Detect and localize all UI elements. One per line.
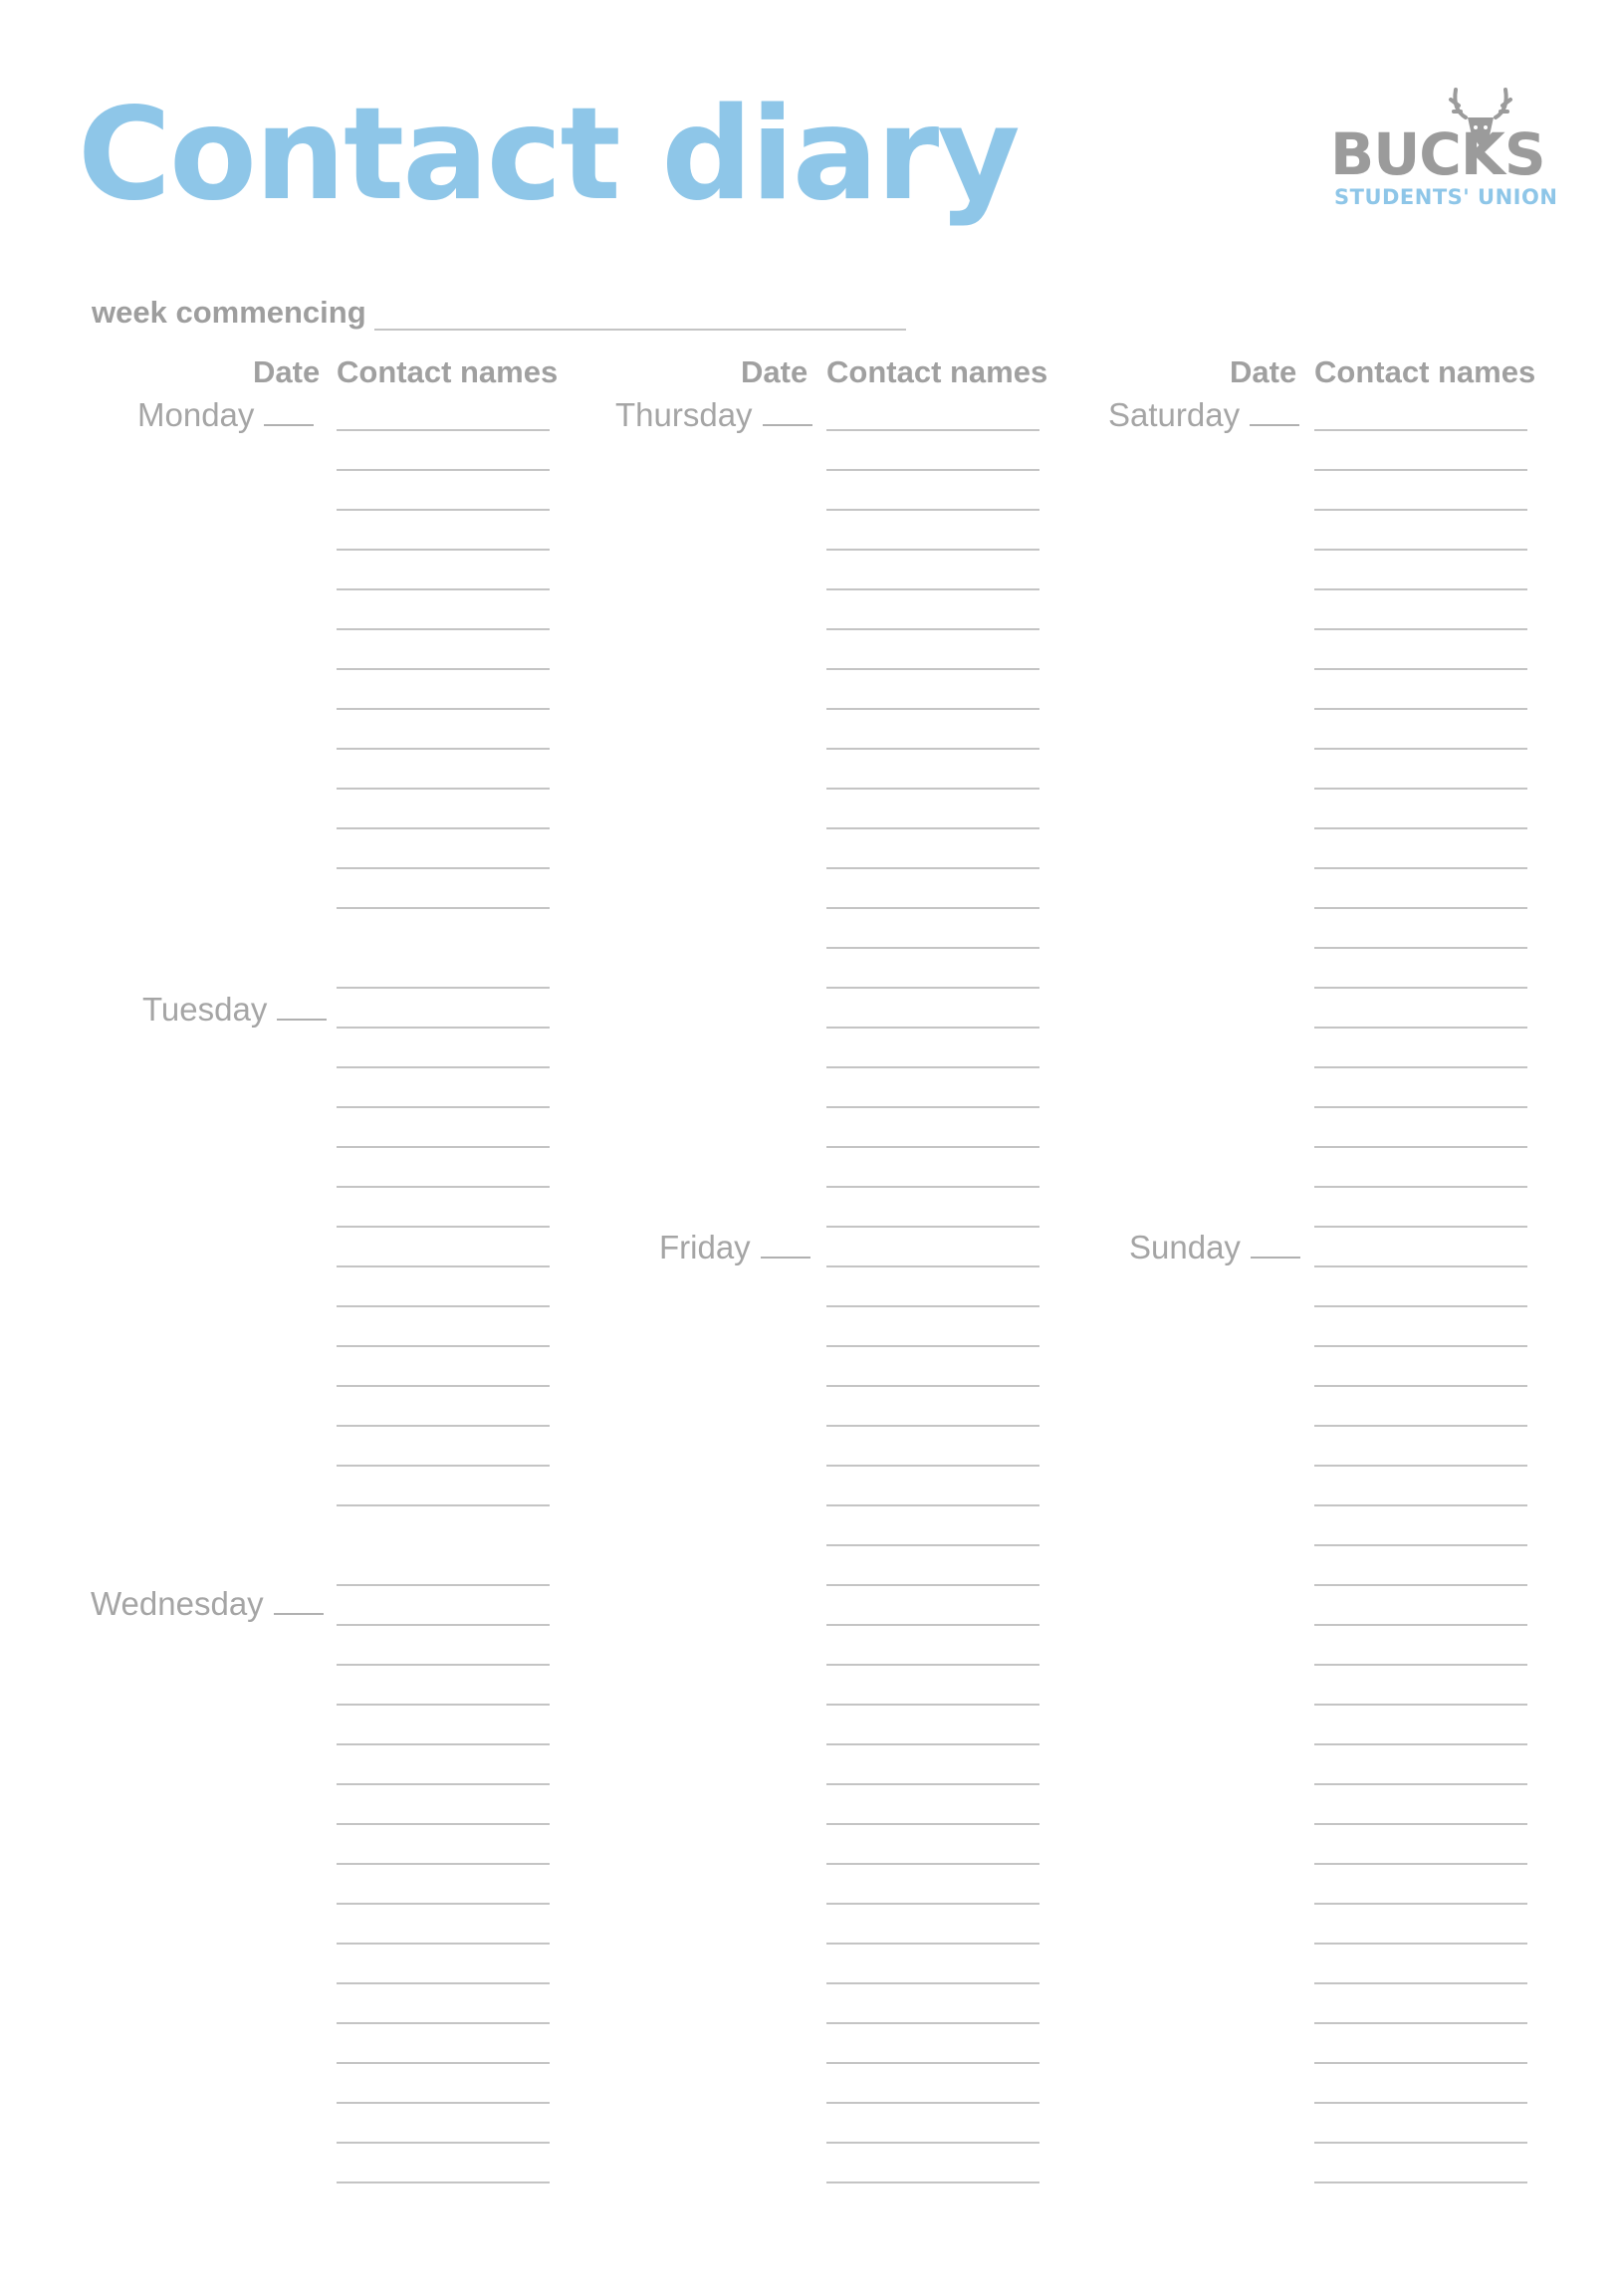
- contact-name-line[interactable]: [1314, 827, 1527, 829]
- contact-name-line[interactable]: [826, 1504, 1040, 1506]
- contact-name-line[interactable]: [337, 628, 550, 630]
- contact-name-line[interactable]: [337, 1943, 550, 1945]
- contact-name-line[interactable]: [826, 1226, 1040, 1228]
- contact-name-line[interactable]: [337, 1226, 550, 1228]
- day-label: Monday: [137, 396, 255, 433]
- contact-name-line[interactable]: [337, 668, 550, 670]
- contact-name-line[interactable]: [337, 1863, 550, 1865]
- contact-name-line[interactable]: [337, 1504, 550, 1506]
- contact-name-line[interactable]: [826, 1544, 1040, 1546]
- contact-name-line[interactable]: [1314, 1305, 1527, 1307]
- contact-name-line[interactable]: [1314, 1027, 1527, 1029]
- contact-name-line[interactable]: [337, 1146, 550, 1148]
- contact-name-line[interactable]: [826, 628, 1040, 630]
- contact-name-line[interactable]: [337, 549, 550, 551]
- day-label: Tuesday: [142, 991, 268, 1028]
- contact-name-line[interactable]: [337, 1425, 550, 1427]
- contact-name-line[interactable]: [826, 469, 1040, 471]
- contact-name-line[interactable]: [1314, 549, 1527, 551]
- contact-name-line[interactable]: [826, 2022, 1040, 2024]
- date-blank[interactable]: [274, 1589, 324, 1615]
- contact-name-line[interactable]: [337, 469, 550, 471]
- contact-name-line[interactable]: [337, 1345, 550, 1347]
- contact-name-line[interactable]: [826, 1783, 1040, 1785]
- contact-name-line[interactable]: [1314, 2181, 1527, 2183]
- contact-name-line[interactable]: [337, 2181, 550, 2183]
- contact-name-line[interactable]: [1314, 987, 1527, 989]
- contact-name-line[interactable]: [337, 1186, 550, 1188]
- contact-name-line[interactable]: [337, 1305, 550, 1307]
- contact-name-line[interactable]: [826, 1305, 1040, 1307]
- names-header-col-3: Contact names: [1314, 354, 1536, 389]
- logo-wordmark: BUCKS: [1330, 120, 1545, 188]
- contact-name-line[interactable]: [337, 2062, 550, 2064]
- contact-name-line[interactable]: [826, 1704, 1040, 1706]
- contact-name-line[interactable]: [1314, 1425, 1527, 1427]
- day-label: Friday: [659, 1229, 751, 1265]
- contact-name-line[interactable]: [337, 429, 550, 431]
- contact-name-line[interactable]: [826, 429, 1040, 431]
- day-sunday: [1129, 1231, 1300, 1263]
- day-label: Thursday: [615, 396, 753, 433]
- contact-name-line[interactable]: [826, 987, 1040, 989]
- date-header-col-1: Date: [253, 354, 321, 389]
- contact-name-line[interactable]: [826, 1743, 1040, 1745]
- contact-name-line[interactable]: [826, 748, 1040, 750]
- contact-name-line[interactable]: [1314, 668, 1527, 670]
- week-commencing-field: [92, 295, 906, 331]
- date-blank[interactable]: [1250, 400, 1299, 426]
- contact-name-line[interactable]: [826, 1863, 1040, 1865]
- contact-name-line[interactable]: [1314, 947, 1527, 949]
- contact-name-line[interactable]: [1314, 1345, 1527, 1347]
- contact-name-line[interactable]: [826, 1903, 1040, 1905]
- date-header-col-3: Date: [1230, 354, 1297, 389]
- contact-name-line[interactable]: [826, 668, 1040, 670]
- names-header-col-2: Contact names: [826, 354, 1048, 389]
- contact-name-line[interactable]: [337, 827, 550, 829]
- contact-name-line[interactable]: [337, 1265, 550, 1267]
- contact-name-line[interactable]: [337, 987, 550, 989]
- date-blank[interactable]: [277, 995, 327, 1021]
- contact-name-line[interactable]: [826, 827, 1040, 829]
- contact-name-line[interactable]: [337, 1783, 550, 1785]
- contact-name-line[interactable]: [1314, 1783, 1527, 1785]
- day-label: Wednesday: [91, 1585, 264, 1622]
- contact-name-line[interactable]: [826, 1146, 1040, 1148]
- day-thursday: [615, 398, 812, 431]
- contact-name-line[interactable]: [337, 2102, 550, 2104]
- day-label: Saturday: [1108, 396, 1241, 433]
- contact-name-line[interactable]: [826, 1584, 1040, 1586]
- contact-name-line[interactable]: [337, 2022, 550, 2024]
- week-commencing-blank[interactable]: [374, 299, 906, 331]
- contact-name-line[interactable]: [337, 867, 550, 869]
- contact-name-line[interactable]: [337, 2142, 550, 2144]
- contact-name-line[interactable]: [1314, 1146, 1527, 1148]
- contact-name-line[interactable]: [826, 1982, 1040, 1984]
- contact-name-line[interactable]: [1314, 1903, 1527, 1905]
- contact-name-line[interactable]: [1314, 1863, 1527, 1865]
- contact-name-line[interactable]: [1314, 1504, 1527, 1506]
- contact-name-line[interactable]: [337, 1704, 550, 1706]
- contact-name-line[interactable]: [826, 1385, 1040, 1387]
- contact-name-line[interactable]: [826, 1027, 1040, 1029]
- contact-name-line[interactable]: [1314, 708, 1527, 710]
- contact-name-line[interactable]: [1314, 1823, 1527, 1825]
- contact-name-line[interactable]: [1314, 429, 1527, 431]
- contact-name-line[interactable]: [337, 588, 550, 590]
- contact-name-line[interactable]: [337, 1385, 550, 1387]
- contact-name-line[interactable]: [826, 708, 1040, 710]
- contact-name-line[interactable]: [1314, 2102, 1527, 2104]
- contact-name-line[interactable]: [337, 907, 550, 909]
- contact-name-line[interactable]: [1314, 1106, 1527, 1108]
- contact-name-line[interactable]: [1314, 1664, 1527, 1666]
- contact-name-line[interactable]: [337, 1624, 550, 1626]
- date-header-col-2: Date: [741, 354, 808, 389]
- contact-name-line[interactable]: [1314, 867, 1527, 869]
- contact-name-line[interactable]: [1314, 2142, 1527, 2144]
- contact-name-line[interactable]: [337, 1066, 550, 1068]
- contact-name-line[interactable]: [1314, 907, 1527, 909]
- contact-name-line[interactable]: [1314, 1465, 1527, 1467]
- contact-name-line[interactable]: [826, 509, 1040, 511]
- contact-name-line[interactable]: [1314, 1943, 1527, 1945]
- contact-name-line[interactable]: [1314, 1624, 1527, 1626]
- names-header-col-1: Contact names: [337, 354, 559, 389]
- contact-name-line[interactable]: [826, 549, 1040, 551]
- contact-name-line[interactable]: [826, 788, 1040, 790]
- contact-name-line[interactable]: [826, 2062, 1040, 2064]
- contact-name-line[interactable]: [1314, 509, 1527, 511]
- contact-name-line[interactable]: [1314, 1982, 1527, 1984]
- day-tuesday: [142, 993, 327, 1026]
- contact-name-line[interactable]: [1314, 748, 1527, 750]
- contact-name-line[interactable]: [826, 1265, 1040, 1267]
- date-blank[interactable]: [761, 1233, 810, 1259]
- contact-name-line[interactable]: [826, 588, 1040, 590]
- contact-name-line[interactable]: [826, 1943, 1040, 1945]
- day-friday: [659, 1231, 810, 1263]
- contact-name-line[interactable]: [826, 1823, 1040, 1825]
- contact-name-line[interactable]: [826, 1624, 1040, 1626]
- contact-name-line[interactable]: [826, 1066, 1040, 1068]
- contact-name-line[interactable]: [826, 907, 1040, 909]
- contact-name-line[interactable]: [1314, 1265, 1527, 1267]
- week-commencing-label: week commencing: [92, 295, 366, 330]
- contact-name-line[interactable]: [1314, 588, 1527, 590]
- contact-name-line[interactable]: [337, 1664, 550, 1666]
- contact-name-line[interactable]: [1314, 1544, 1527, 1546]
- contact-name-line[interactable]: [337, 1465, 550, 1467]
- contact-name-line[interactable]: [1314, 1226, 1527, 1228]
- contact-name-line[interactable]: [826, 2102, 1040, 2104]
- contact-name-line[interactable]: [1314, 2062, 1527, 2064]
- contact-name-line[interactable]: [337, 1584, 550, 1586]
- day-monday: [137, 398, 314, 431]
- date-blank[interactable]: [1251, 1233, 1300, 1259]
- day-label: Sunday: [1129, 1229, 1241, 1265]
- contact-name-line[interactable]: [826, 1664, 1040, 1666]
- contact-name-line[interactable]: [1314, 1385, 1527, 1387]
- contact-name-line[interactable]: [1314, 788, 1527, 790]
- contact-name-line[interactable]: [826, 1465, 1040, 1467]
- contact-name-line[interactable]: [1314, 469, 1527, 471]
- day-wednesday: [91, 1587, 324, 1620]
- contact-name-line[interactable]: [826, 2142, 1040, 2144]
- bucks-logo: [1324, 86, 1558, 215]
- contact-name-line[interactable]: [337, 509, 550, 511]
- contact-name-line[interactable]: [337, 1027, 550, 1029]
- contact-name-line[interactable]: [826, 1106, 1040, 1108]
- contact-name-line[interactable]: [1314, 1066, 1527, 1068]
- contact-name-line[interactable]: [826, 1345, 1040, 1347]
- contact-name-line[interactable]: [337, 708, 550, 710]
- contact-name-line[interactable]: [1314, 1186, 1527, 1188]
- contact-name-line[interactable]: [1314, 1743, 1527, 1745]
- contact-name-line[interactable]: [826, 2181, 1040, 2183]
- contact-name-line[interactable]: [337, 1743, 550, 1745]
- page-title: Contact diary: [78, 81, 1019, 229]
- contact-name-line[interactable]: [337, 748, 550, 750]
- logo-subtitle: STUDENTS' UNION: [1334, 185, 1558, 209]
- contact-name-line[interactable]: [826, 1186, 1040, 1188]
- contact-name-line[interactable]: [826, 867, 1040, 869]
- date-blank[interactable]: [264, 400, 314, 426]
- contact-name-line[interactable]: [337, 1982, 550, 1984]
- contact-name-line[interactable]: [337, 1903, 550, 1905]
- contact-name-line[interactable]: [337, 788, 550, 790]
- contact-name-line[interactable]: [1314, 2022, 1527, 2024]
- contact-name-line[interactable]: [826, 1425, 1040, 1427]
- date-blank[interactable]: [763, 400, 812, 426]
- contact-name-line[interactable]: [337, 1823, 550, 1825]
- contact-name-line[interactable]: [826, 947, 1040, 949]
- contact-name-line[interactable]: [1314, 1584, 1527, 1586]
- contact-name-line[interactable]: [1314, 628, 1527, 630]
- contact-name-line[interactable]: [1314, 1704, 1527, 1706]
- contact-name-line[interactable]: [337, 1106, 550, 1108]
- day-saturday: [1108, 398, 1299, 431]
